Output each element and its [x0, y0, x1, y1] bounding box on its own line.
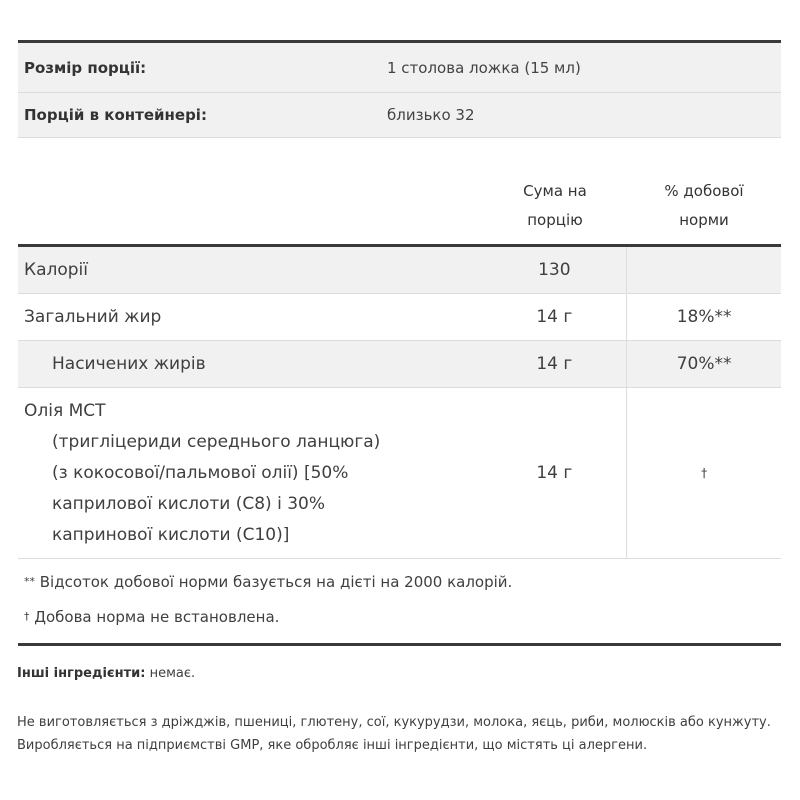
footnote-not-established	[18, 599, 781, 646]
servings-per-container-value: близько 32	[387, 106, 475, 124]
supplement-facts-table	[18, 40, 781, 646]
other-ingredients-label: Інші інгредієнти:	[17, 666, 146, 681]
nutrient-amount: 14 г	[536, 354, 573, 374]
nutrient-name: Загальний жир	[24, 307, 162, 327]
mct-line-5: капринової кислоти (C10)]	[52, 525, 290, 545]
footnote-mark-dagger: †	[24, 610, 30, 623]
mct-line-1: Олія MCT	[24, 401, 106, 421]
footnotes	[18, 559, 781, 646]
nutrient-dv	[626, 247, 781, 293]
footnote-mark-double-star: **	[24, 575, 35, 588]
table-header	[18, 177, 781, 247]
nutrient-dv: 18%**	[626, 294, 781, 340]
other-ingredients	[17, 666, 195, 681]
mct-dv: †	[626, 388, 781, 558]
mct-line-4: каприлової кислоти (C8) і 30%	[52, 494, 326, 514]
serving-size-row	[18, 43, 781, 93]
footnote-daily-value-text: Відсоток добової норми базується на дієті на 2000 калорій.	[35, 573, 513, 591]
allergen-statement: Не виготовляється з дріжджів, пшениці, глютену, сої, кукурудзи, молока, яєць, риби, молюсків або кунжуту. Виробляється на підприємстві GMP, яке обробляє інші інгредієнти, що містять ці алергени.	[17, 715, 771, 753]
serving-size-label: Розмір порції:	[24, 58, 147, 77]
nutrient-dv: 70%**	[626, 341, 781, 387]
serving-size-value: 1 столова ложка (15 мл)	[387, 58, 581, 77]
other-ingredients-value: немає.	[145, 666, 196, 681]
mct-line-2: (тригліцериди середнього ланцюга)	[52, 432, 381, 452]
header-amount-line1: Сума на	[523, 182, 587, 200]
header-amount-line2: порцію	[527, 211, 583, 229]
mct-oil-row	[18, 388, 781, 559]
mct-amount: 14 г	[536, 463, 573, 483]
table-row	[18, 247, 781, 294]
servings-per-container-label: Порцій в контейнері:	[24, 106, 207, 124]
footnote-not-established-text: Добова норма не встановлена.	[29, 608, 280, 626]
nutrient-name: Калорії	[24, 260, 88, 280]
header-dv-line2: норми	[679, 211, 729, 229]
table-row	[18, 341, 781, 388]
nutrient-amount: 14 г	[536, 307, 573, 327]
header-spacer	[18, 177, 483, 235]
footnote-daily-value	[18, 559, 781, 599]
header-dv-line1: % добової	[664, 182, 744, 200]
mct-description	[18, 388, 482, 558]
header-amount	[483, 177, 627, 235]
header-daily-value	[627, 177, 781, 235]
table-row	[18, 294, 781, 341]
nutrient-amount: 130	[538, 260, 571, 280]
nutrient-name: Насичених жирів	[52, 354, 206, 374]
servings-per-container-row	[18, 93, 781, 138]
mct-line-3: (з кокосової/пальмової олії) [50%	[52, 463, 349, 483]
